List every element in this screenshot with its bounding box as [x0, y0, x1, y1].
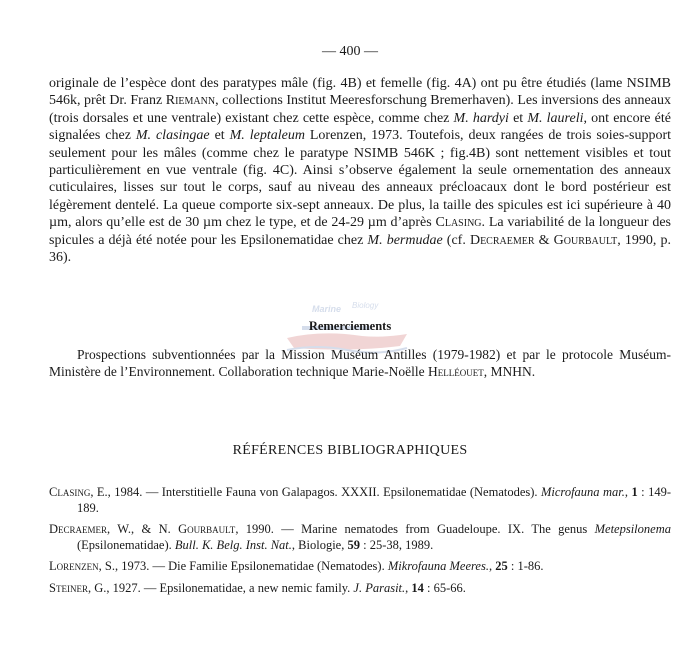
text-segment: (cf.	[442, 232, 470, 248]
text-segment: 1	[631, 485, 638, 499]
text-segment: M. laureli	[527, 110, 584, 126]
text-segment: Clasing	[435, 215, 482, 231]
text-segment: Decraemer	[49, 522, 108, 536]
text-segment: Steiner	[49, 580, 88, 595]
text-segment: Mikrofauna Meeres.	[387, 559, 489, 573]
text-segment: Microfauna mar.	[541, 485, 625, 499]
text-segment: Clasing	[49, 485, 91, 499]
text-segment: , 1990. — Marine nematodes from Guadeloupe. IX. The genus	[235, 522, 595, 536]
text-segment: Gourbault	[553, 232, 618, 248]
text-segment: M. leptaleum	[229, 128, 305, 144]
references-list	[49, 485, 671, 602]
text-segment: , W., & N.	[107, 522, 179, 536]
acknowledgements-heading: Remerciements	[308, 319, 392, 333]
reference-entry	[49, 559, 671, 575]
text-segment: 59	[347, 537, 360, 552]
body-paragraph	[49, 75, 671, 266]
watermark-text-1: Marine	[312, 304, 342, 314]
text-segment: &	[534, 232, 554, 248]
text-segment: Metepsilonema	[594, 522, 671, 536]
text-segment: , G., 1927. — Epsilonematidae, a new nemic family.	[87, 580, 354, 595]
reference-entry	[49, 522, 671, 553]
text-segment: M. clasingae	[135, 128, 210, 144]
text-segment: Riemann	[165, 93, 216, 109]
text-segment: , ont encore été signalées chez	[49, 110, 671, 144]
text-segment: . La variabilité de la longueur des spicules a déjà été notée pour les Epsilonematidae chez	[49, 215, 671, 248]
reference-entry	[49, 581, 671, 597]
text-segment: 25	[495, 559, 508, 573]
text-segment: et	[209, 128, 230, 144]
text-segment: : 65-66.	[423, 580, 466, 595]
text-segment: , Biologie,	[291, 537, 348, 552]
text-segment: , collections Institut Meeresforschung Bremerhaven). Les inversions des anneaux (trois dorsales et une ventrale) existant chez cette espèce, comme chez	[49, 93, 671, 126]
text-segment: ,	[624, 485, 632, 499]
text-segment: : 149-189.	[77, 485, 671, 515]
text-segment: Lorenzen	[49, 559, 99, 573]
text-segment: Helléouet	[428, 364, 484, 379]
text-segment: Lorenzen, 1973. Toutefois, deux rangées de trois soies-support seulement pour les mâles (comme chez le paratype NSIMB 546K ; fig.4B) sont nettement visibles et tout particulièrement en vue ventrale (fig. 4C). Ainsi s’observe également la seule ornementation des anneaux cuticulaires, lisses sur tout le corps, sauf au niveau des anneaux précloacaux dont le bord postérieur est légèrement dentelé. La queue comporte six-sept anneaux. De plus, la taille des spicules est ici supérieure à 40 µm, alors qu’elle est de 30 µm chez le type, et de 24-29 µm d’après	[49, 128, 671, 231]
acknowledgements-text	[49, 346, 671, 380]
text-segment: M. hardyi	[453, 110, 509, 126]
references-heading: RÉFÉRENCES BIBLIOGRAPHIQUES	[232, 443, 468, 458]
text-segment: , E., 1984. — Interstitielle Fauna von Galapagos. XXXII. Epsilonematidae (Nematodes).	[90, 485, 541, 499]
text-segment: et	[508, 110, 528, 126]
text-segment: : 1-86.	[507, 559, 544, 573]
reference-entry	[49, 485, 671, 516]
page-number: — 400 —	[322, 44, 378, 59]
text-segment: Gourbault	[178, 522, 236, 536]
text-segment: (Epsilonematidae).	[77, 537, 175, 552]
text-segment: : 25-38, 1989.	[359, 537, 434, 552]
text-segment: ,	[488, 559, 496, 573]
text-segment: , 1990, p. 36).	[49, 232, 672, 266]
text-segment: , S., 1973. — Die Familie Epsilonematidae (Nematodes).	[98, 559, 388, 573]
watermark-text-2: Biology	[352, 301, 379, 310]
text-segment: , MNHN.	[483, 364, 536, 379]
text-segment: M. bermudae	[367, 232, 443, 248]
text-segment: ,	[405, 580, 412, 595]
text-segment: 14	[411, 580, 424, 595]
text-segment: J. Parasit.	[353, 580, 406, 595]
text-segment: originale de l’espèce dont des paratypes mâle (fig. 4B) et femelle (fig. 4A) ont pu être étudiés (lame NSIMB 546k, prêt Dr. Franz	[49, 76, 671, 109]
text-segment: Decraemer	[469, 232, 535, 248]
text-segment: Prospections subventionnées par la Mission Muséum Antilles (1979-1982) et par le protocole Muséum-Ministère de l’Environnement. Collaboration technique Marie-Noëlle	[49, 347, 671, 379]
text-segment: Bull. K. Belg. Inst. Nat.	[174, 537, 292, 552]
